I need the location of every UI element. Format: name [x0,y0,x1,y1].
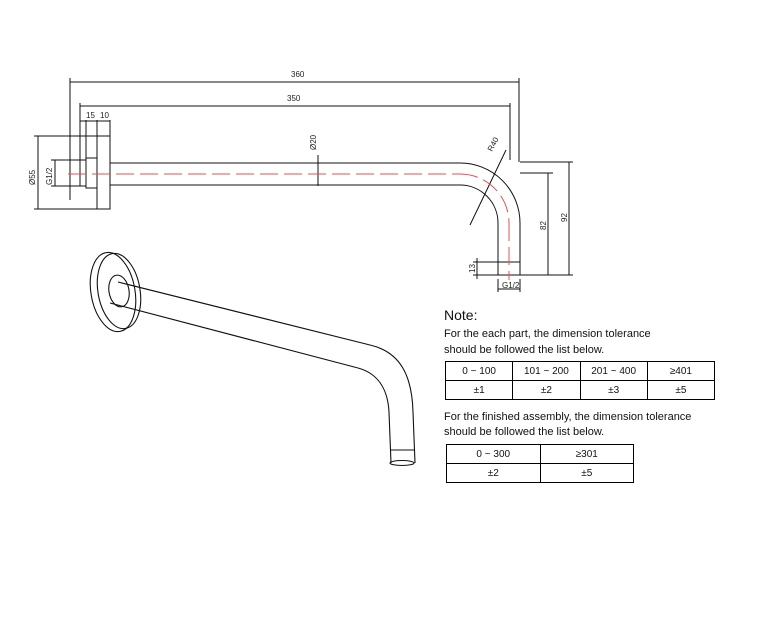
table-row [446,381,715,400]
table-cell: ≥401 [647,362,714,381]
assembly-tolerance-table [446,444,634,483]
dim-13-text: 13 [468,264,477,273]
part-tolerance-line2: should be followed the list below. [444,344,605,356]
dim-360-text: 360 [291,70,305,79]
dim-15-text: 15 [86,111,95,120]
dim-flange-diameter-text: Ø55 [28,169,37,185]
table-cell: ±1 [446,381,513,400]
centerline [68,174,509,280]
dim-82-text: 82 [539,221,548,230]
table-cell: ≥301 [540,445,634,464]
dim-92-text: 92 [560,213,569,222]
table-row [447,464,634,483]
table-row [447,445,634,464]
side-view [34,78,573,292]
table-cell: 0 ~ 300 [447,445,541,464]
dim-350-text: 350 [287,94,301,103]
table-cell: ±5 [647,381,714,400]
table-cell: ±2 [513,381,580,400]
dim-bend-radius-text: R40 [485,135,501,153]
note-title: Note: [444,307,478,323]
radius-leader [470,150,506,225]
table-cell: ±2 [447,464,541,483]
table-cell: 0 ~ 100 [446,362,513,381]
table-cell: ±5 [540,464,634,483]
dim-inlet-thread-text: G1/2 [45,167,54,185]
table-cell: 101 ~ 200 [513,362,580,381]
dim-pipe-diameter-text: Ø20 [309,134,318,150]
assembly-tolerance-line2: should be followed the list below. [444,426,605,438]
isometric-view [84,249,415,466]
dim-10-text: 10 [100,111,109,120]
table-cell: ±3 [580,381,647,400]
part-tolerance-line1: For the each part, the dimension tolerance [444,328,651,340]
part-tolerance-table [445,361,715,400]
table-row [446,362,715,381]
assembly-tolerance-line1: For the finished assembly, the dimension tolerance [444,411,692,423]
dim-outlet-thread-text: G1/2 [502,281,520,290]
table-cell: 201 ~ 400 [580,362,647,381]
